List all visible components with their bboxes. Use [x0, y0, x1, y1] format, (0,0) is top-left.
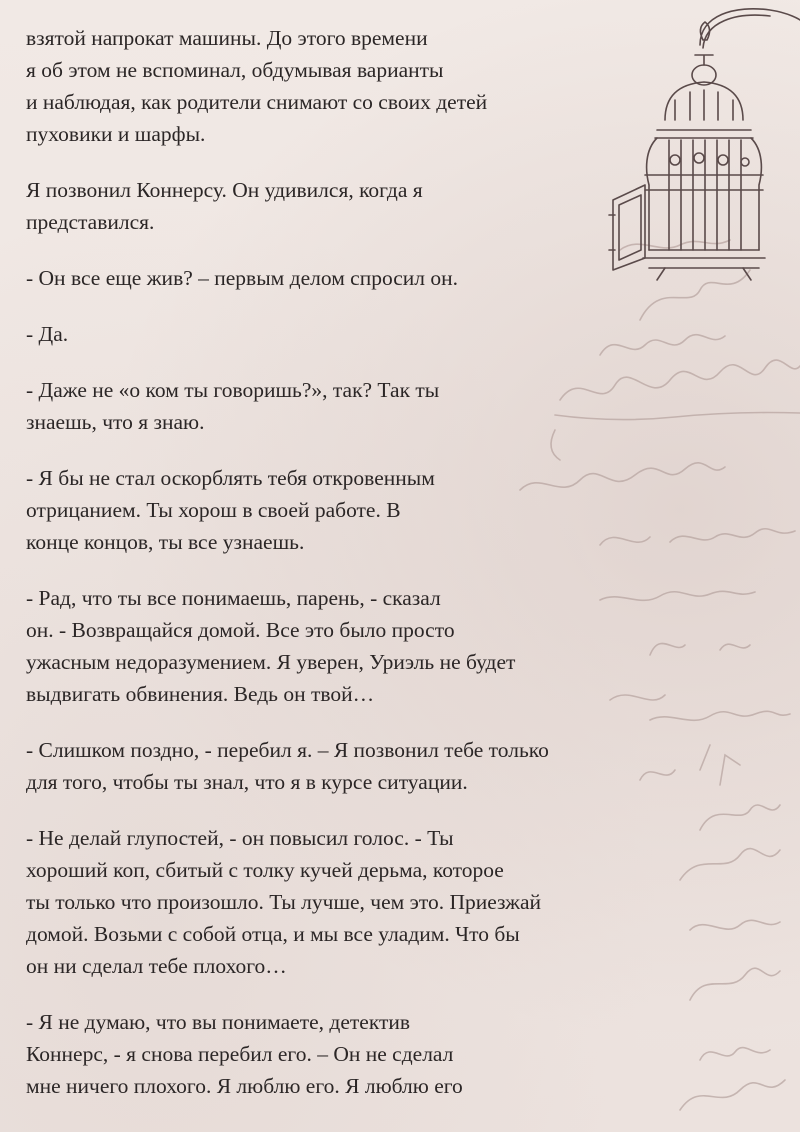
text-line: выдвигать обвинения. Ведь он твой… — [26, 682, 375, 706]
text-line: - Не делай глупостей, - он повысил голос. - Ты — [26, 826, 454, 850]
text-line: домой. Возьми с собой отца, и мы все уладим. Что бы — [26, 922, 520, 946]
text-line: пуховики и шарфы. — [26, 122, 206, 146]
text-line: и наблюдая, как родители снимают со своих детей — [26, 90, 488, 114]
text-line: конце концов, ты все узнаешь. — [26, 530, 305, 554]
paragraph — [26, 262, 646, 294]
text-line: ты только что произошло. Ты лучше, чем это. Приезжай — [26, 890, 542, 914]
text-line: Коннерс, - я снова перебил его. – Он не сделал — [26, 1042, 454, 1066]
text-line: знаешь, что я знаю. — [26, 410, 205, 434]
book-page-text — [26, 22, 646, 1126]
text-line: - Рад, что ты все понимаешь, парень, - сказал — [26, 586, 441, 610]
text-line: он. - Возвращайся домой. Все это было просто — [26, 618, 455, 642]
text-line: представился. — [26, 210, 155, 234]
paragraph — [26, 734, 646, 798]
text-line: - Да. — [26, 322, 69, 346]
text-line: - Слишком поздно, - перебил я. – Я позвонил тебе только — [26, 738, 549, 762]
text-line: я об этом не вспоминал, обдумывая варианты — [26, 58, 444, 82]
text-line: - Я бы не стал оскорблять тебя откровенным — [26, 466, 435, 490]
paragraph — [26, 22, 646, 150]
paragraph — [26, 318, 646, 350]
text-line: для того, чтобы ты знал, что я в курсе ситуации. — [26, 770, 468, 794]
text-line: хороший коп, сбитый с толку кучей дерьма, которое — [26, 858, 504, 882]
text-line: взятой напрокат машины. До этого времени — [26, 26, 428, 50]
text-line: - Я не думаю, что вы понимаете, детектив — [26, 1010, 411, 1034]
text-line: ужасным недоразумением. Я уверен, Уриэль не будет — [26, 650, 516, 674]
text-line: он ни сделал тебе плохого… — [26, 954, 287, 978]
paragraph — [26, 822, 646, 982]
text-line: - Он все еще жив? – первым делом спросил он. — [26, 266, 459, 290]
paragraph — [26, 462, 646, 558]
text-line: Я позвонил Коннерсу. Он удивился, когда я — [26, 178, 423, 202]
paragraph — [26, 582, 646, 710]
text-line: мне ничего плохого. Я люблю его. Я люблю его — [26, 1074, 463, 1098]
paragraph — [26, 1006, 646, 1102]
paragraph — [26, 174, 646, 238]
paragraph — [26, 374, 646, 438]
text-line: отрицанием. Ты хорош в своей работе. В — [26, 498, 401, 522]
text-line: - Даже не «о ком ты говоришь?», так? Так ты — [26, 378, 440, 402]
